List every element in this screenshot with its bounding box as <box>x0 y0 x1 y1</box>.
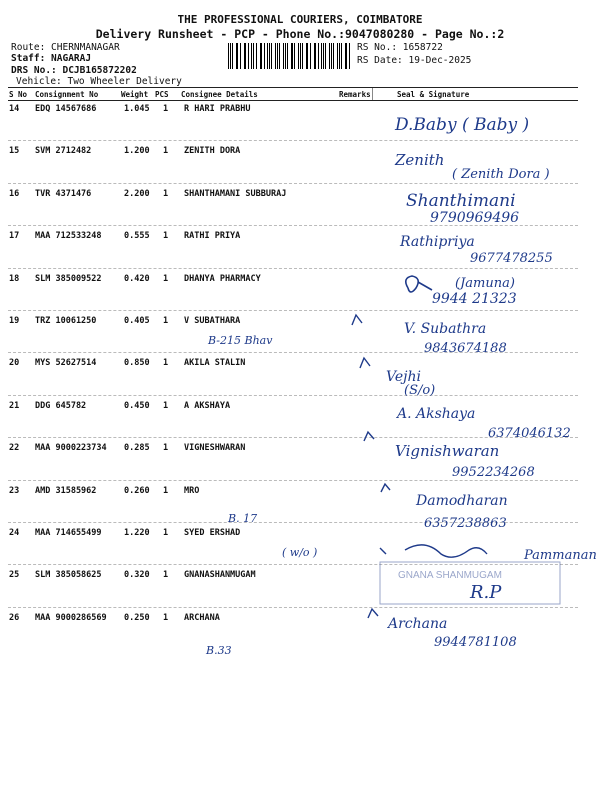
row-consignment: AMD 31585962 <box>35 486 97 496</box>
row-sno: 21 <box>9 401 20 411</box>
rs-number: RS No.: 1658722 <box>357 42 443 53</box>
col-pcs: PCS <box>155 90 169 99</box>
row-weight: 1.045 <box>124 104 150 114</box>
row-consignment: DDG 645782 <box>35 401 87 411</box>
col-seal: Seal & Signature <box>397 90 470 99</box>
row-weight: 0.850 <box>124 358 150 368</box>
row-weight: 1.200 <box>124 146 150 156</box>
route-label: Route: CHERNMANAGAR <box>11 42 120 53</box>
row-pcs: 1 <box>163 486 169 496</box>
row-pcs: 1 <box>163 146 169 156</box>
drs-number: DRS No.: DCJB165872202 <box>11 65 137 76</box>
row-consignee: ZENITH DORA <box>184 146 241 156</box>
row-consignee: A AKSHAYA <box>184 401 231 411</box>
tick-23 <box>381 484 390 492</box>
signature-16a: Shanthimani <box>406 191 516 211</box>
row-consignee: VIGNESHWARAN <box>184 443 246 453</box>
signature-14: D.Baby ( Baby ) <box>395 115 530 135</box>
signature-24-mark <box>380 545 487 557</box>
signature-26a: Archana <box>388 616 448 632</box>
row-pcs: 1 <box>163 528 169 538</box>
row-consignment: SLM 385058625 <box>35 570 102 580</box>
row-sno: 22 <box>9 443 20 453</box>
row-consignee: RATHI PRIYA <box>184 231 241 241</box>
row-pcs: 1 <box>163 570 169 580</box>
row-consignment: MAA 714655499 <box>35 528 102 538</box>
row-sno: 23 <box>9 486 20 496</box>
row-pcs: 1 <box>163 104 169 114</box>
row-consignee: R HARI PRABHU <box>184 104 251 114</box>
signature-22a: Vignishwaran <box>395 442 500 460</box>
row-consignee: SHANTHAMANI SUBBURAJ <box>184 189 287 199</box>
signature-24: Pammanan <box>524 548 597 563</box>
row-consignee: V SUBATHARA <box>184 316 241 326</box>
row-consignment: EDQ 14567686 <box>35 104 97 114</box>
col-weight: Weight <box>121 90 149 99</box>
signature-21a: A. Akshaya <box>397 406 476 422</box>
row-consignment: SLM 385009522 <box>35 274 102 284</box>
row-pcs: 1 <box>163 189 169 199</box>
row-sno: 17 <box>9 231 20 241</box>
company-title: THE PROFESSIONAL COURIERS, COIMBATORE <box>177 13 423 26</box>
row-sno: 19 <box>9 316 20 326</box>
tick-22 <box>364 432 374 441</box>
remark-24: ( w/o ) <box>282 546 318 559</box>
signature-18b: 9944 21323 <box>432 291 517 307</box>
row-consignee: AKILA STALIN <box>184 358 246 368</box>
staff-label: Staff: NAGARAJ <box>11 53 92 64</box>
row-pcs: 1 <box>163 443 169 453</box>
row-consignee: SYED ERSHAD <box>184 528 241 538</box>
row-weight: 0.250 <box>124 613 150 623</box>
row-sno: 15 <box>9 146 20 156</box>
row-consignment: TRZ 10061250 <box>35 316 97 326</box>
signature-19a: V. Subathra <box>404 321 487 337</box>
signature-15a: Zenith <box>395 151 445 169</box>
row-weight: 0.450 <box>124 401 150 411</box>
signature-19b: 9843674188 <box>424 341 507 356</box>
signature-26b: 9944781108 <box>434 635 517 650</box>
tick-26 <box>368 609 378 618</box>
row-pcs: 1 <box>163 316 169 326</box>
runsheet-subtitle: Delivery Runsheet - PCP - Phone No.:9047080280 - Page No.:2 <box>95 27 505 41</box>
row-sno: 24 <box>9 528 20 538</box>
row-consignment: MAA 9000286569 <box>35 613 107 623</box>
row-pcs: 1 <box>163 358 169 368</box>
row-sno: 18 <box>9 274 20 284</box>
row-sno: 20 <box>9 358 20 368</box>
row-pcs: 1 <box>163 613 169 623</box>
signature-22b: 9952234268 <box>452 465 535 480</box>
row-sno: 25 <box>9 570 20 580</box>
row-weight: 2.200 <box>124 189 150 199</box>
stamp-text: GNANA SHANMUGAM <box>398 570 502 581</box>
row-pcs: 1 <box>163 274 169 284</box>
signature-18a: (Jamuna) <box>455 276 515 291</box>
row-consignee: ARCHANA <box>184 613 220 623</box>
row-consignment: TVR 4371476 <box>35 189 92 199</box>
signature-23a: Damodharan <box>416 493 508 509</box>
col-consignee: Consignee Details <box>181 90 258 99</box>
signature-17b: 9677478255 <box>470 251 553 266</box>
row-weight: 0.260 <box>124 486 150 496</box>
signature-20a: Vejhi <box>386 369 421 385</box>
col-consignment: Consignment No <box>35 90 99 99</box>
row-consignee: DHANYA PHARMACY <box>184 274 261 284</box>
signature-23b: 6357238863 <box>424 516 507 531</box>
row-sno: 26 <box>9 613 20 623</box>
row-consignment: MAA 9000223734 <box>35 443 107 453</box>
row-weight: 0.320 <box>124 570 150 580</box>
signature-16b: 9790969496 <box>430 210 520 226</box>
row-weight: 0.285 <box>124 443 150 453</box>
row-weight: 0.555 <box>124 231 150 241</box>
row-consignment: MYS 52627514 <box>35 358 97 368</box>
remark-19: B-215 Bhav <box>208 334 273 347</box>
row-weight: 1.220 <box>124 528 150 538</box>
row-weight: 0.405 <box>124 316 150 326</box>
row-sno: 14 <box>9 104 20 114</box>
remark-26: B.33 <box>206 644 232 657</box>
signature-15b: ( Zenith Dora ) <box>452 167 550 182</box>
row-sno: 16 <box>9 189 20 199</box>
vehicle-label: Vehicle: Two Wheeler Delivery <box>16 76 182 87</box>
signature-21b: 6374046132 <box>488 426 571 441</box>
signature-25: R.P <box>470 582 502 603</box>
rs-date: RS Date: 19-Dec-2025 <box>357 55 472 66</box>
signature-18-mark <box>406 276 432 292</box>
row-consignee: GNANASHANMUGAM <box>184 570 256 580</box>
signature-17a: Rathipriya <box>400 234 475 250</box>
remark-23: B. 17 <box>228 512 258 525</box>
row-consignment: MAA 712533248 <box>35 231 102 241</box>
tick-marks <box>352 315 370 368</box>
row-consignee: MRO <box>184 486 200 496</box>
signature-20b: (S/o) <box>404 383 436 398</box>
row-pcs: 1 <box>163 401 169 411</box>
row-weight: 0.420 <box>124 274 150 284</box>
col-sno: S No <box>9 90 28 99</box>
row-consignment: SVM 2712482 <box>35 146 92 156</box>
col-remarks: Remarks <box>339 90 371 99</box>
row-pcs: 1 <box>163 231 169 241</box>
